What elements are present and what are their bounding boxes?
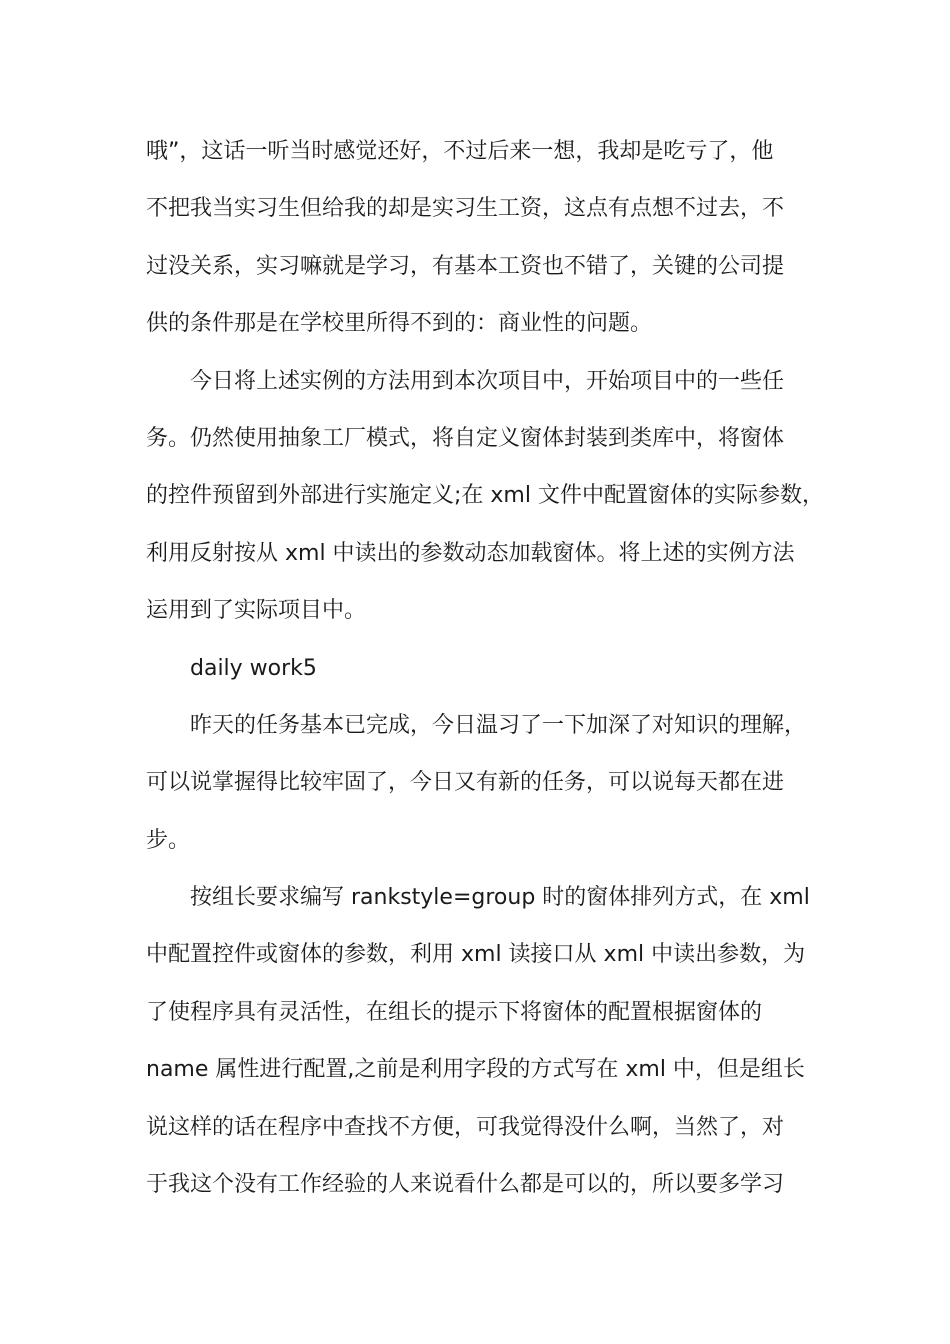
text-line: 过没关系，实习嘛就是学习，有基本工资也不错了，关键的公司提 [146,253,785,279]
text-line: 不把我当实习生但给我的却是实习生工资，这点有点想不过去，不 [146,196,785,222]
paragraph-first-line: 按组长要求编写 rankstyle=group 时的窗体排列方式，在 xml [190,885,810,911]
text-line: 说这样的话在程序中查找不方便，可我觉得没什么啊，当然了，对 [146,1114,785,1140]
text-line: 务。仍然使用抽象工厂模式，将自定义窗体封装到类库中，将窗体 [146,425,785,451]
text-line: 运用到了实际项目中。 [146,598,367,624]
text-line: 了使程序具有灵活性，在组长的提示下将窗体的配置根据窗体的 [146,999,763,1025]
text-line: name 属性进行配置,之前是利用字段的方式写在 xml 中，但是组长 [146,1057,805,1083]
text-line: 步。 [146,827,191,853]
text-line: 供的条件那是在学校里所得不到的：商业性的问题。 [146,311,653,337]
paragraph-first-line: 今日将上述实例的方法用到本次项目中，开始项目中的一些任 [190,368,785,394]
text-line: 的控件预留到外部进行实施定义;在 xml 文件中配置窗体的实际参数， [146,483,824,509]
text-line: 利用反射按从 xml 中读出的参数动态加载窗体。将上述的实例方法 [146,540,795,566]
text-line: 于我这个没有工作经验的人来说看什么都是可以的，所以要多学习 [146,1172,785,1198]
paragraph-first-line: 昨天的任务基本已完成，今日温习了一下加深了对知识的理解， [190,712,807,738]
text-line: 中配置控件或窗体的参数，利用 xml 读接口从 xml 中读出参数，为 [146,942,806,968]
section-heading: daily work5 [190,655,317,681]
text-line: 可以说掌握得比较牢固了，今日又有新的任务，可以说每天都在进 [146,770,785,796]
text-line: 哦”，这话一听当时感觉还好，不过后来一想，我却是吃亏了，他 [146,139,774,164]
document-body [146,123,824,1213]
